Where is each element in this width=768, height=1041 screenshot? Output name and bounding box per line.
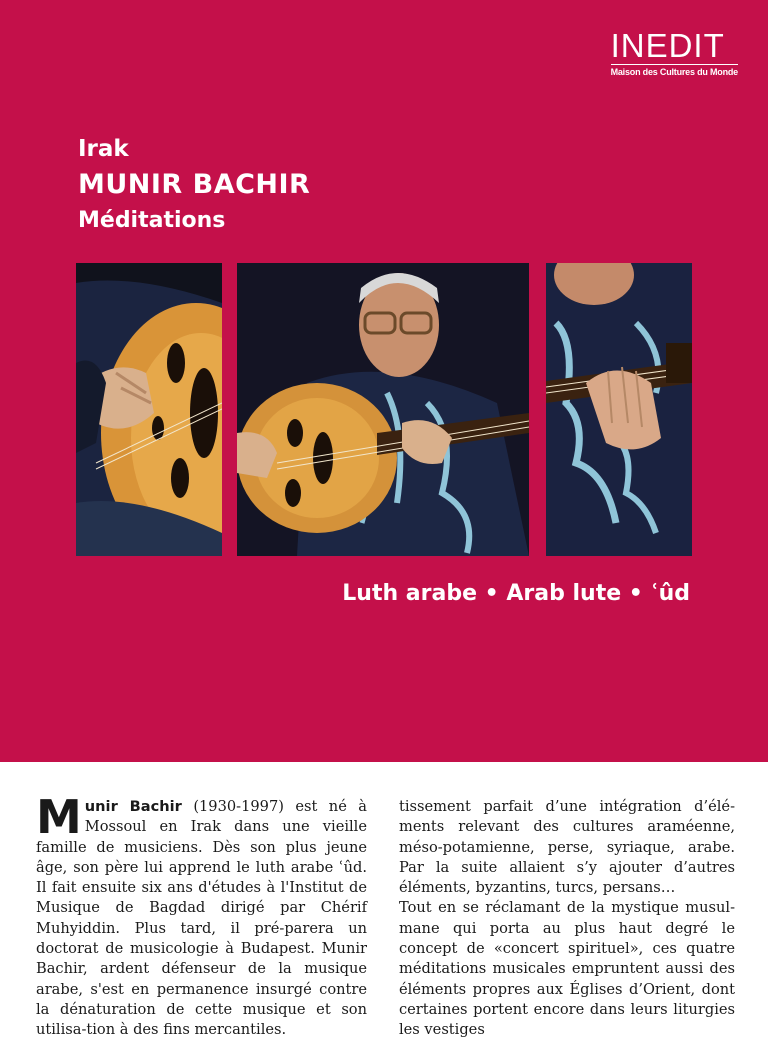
drop-cap: M — [36, 790, 82, 844]
paragraph-meditations: Tout en se réclamant de la mystique musul-mane qui porta au plus haut degré le concept de «concert spirituel», ces quatre méditations musicales empruntent aussi des éléments propres aux Églises d’Orient, dont certaines portent encore dans leurs liturgies les vestiges — [399, 899, 735, 1039]
intro-body: (1930-1997) est né à Mossoul en Irak dans une vieille famille de musiciens. Dès son plus jeune âge, son père lui apprend le luth arabe ʿûd. Il fait ensuite six ans d'études à l'Institut de Musique de Bagdad dirigé par Chérif Muhyiddin. Plus tard, il pré-parera un doctorat de musicologie à Budapest. Munir Bachir, ardent défenseur de la musique arabe, s'est en permanence insurgé contre la dénaturation de cette musique et son utilisa-tion à des fins mercantiles. — [36, 798, 367, 1039]
logo-subtitle: Maison des Cultures du Monde — [610, 67, 738, 77]
photo-hand-on-neck — [546, 263, 692, 556]
artist-name-inline: unir Bachir — [84, 798, 182, 815]
paragraph-continued: tissement parfait d’une intégration d’élé-ments relevant des cultures araméenne, méso-potamienne, perse, syriaque, arabe. Par la suite allaient s’y ajouter d’autres éléments, byzantins, turcs, persans… — [399, 798, 735, 897]
country-heading: Irak — [78, 136, 129, 162]
photo-oud-body — [76, 263, 222, 556]
intro-paragraph — [36, 790, 367, 1041]
logo-rule — [611, 64, 738, 65]
album-title: Méditations — [78, 208, 226, 233]
instrument-subtitle: Luth arabe • Arab lute • ʿûd — [342, 581, 690, 606]
text-column-right — [399, 797, 735, 1041]
photo-musician-playing — [237, 263, 529, 556]
logo-word: INEDIT — [610, 27, 725, 64]
text-column-left — [36, 790, 367, 1041]
artist-heading: MUNIR BACHIR — [78, 169, 311, 200]
inedit-logo — [610, 27, 738, 77]
